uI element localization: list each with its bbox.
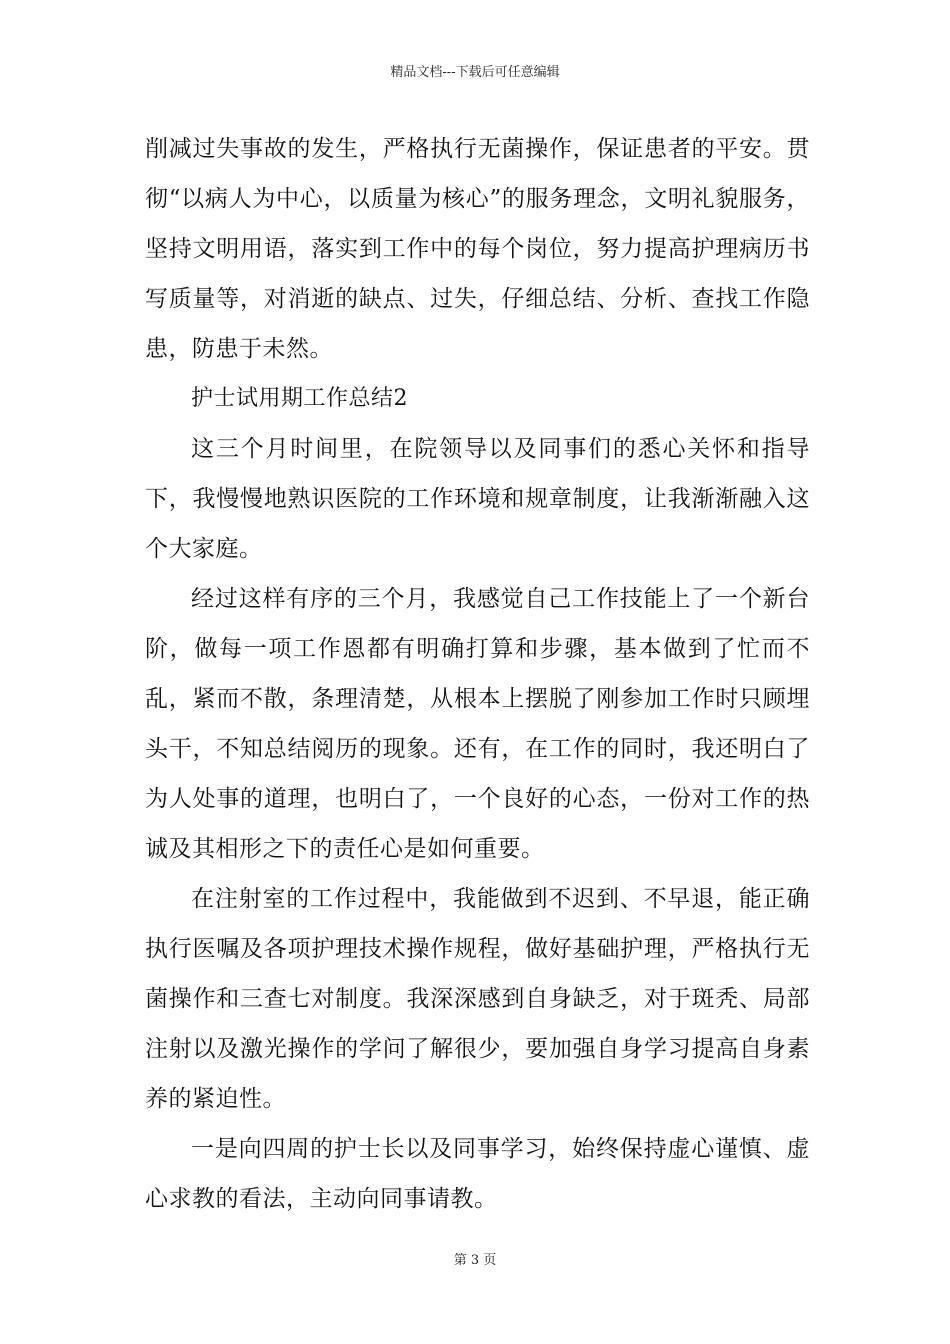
document-body — [145, 124, 810, 1224]
page-number: 第 3 页 — [453, 1253, 497, 1268]
paragraph: 在注射室的工作过程中，我能做到不迟到、不早退，能正确执行医嘱及各项护理技术操作规程，做好基础护理，严格执行无菌操作和三查七对制度。我深深感到自身缺乏，对于斑秃、局部注射以及激光操作的学问了解很少，要加强自身学习提高自身素养的紧迫性。 — [145, 886, 810, 1112]
section-heading: 护士试用期工作总结2 — [191, 386, 408, 411]
paragraph: 一是向四周的护士长以及同事学习，始终保持虚心谨慎、虚心求教的看法，主动向同事请教。 — [145, 1136, 810, 1212]
paragraph: 这三个月时间里，在院领导以及同事们的悉心关怀和指导下，我慢慢地熟识医院的工作环境和规章制度，让我渐渐融入这个大家庭。 — [145, 436, 810, 562]
paragraph: 经过这样有序的三个月，我感觉自己工作技能上了一个新台阶，做每一项工作恩都有明确打算和步骤，基本做到了忙而不乱，紧而不散，条理清楚，从根本上摆脱了刚参加工作时只顾埋头干，不知总结阅历的现象。还有，在工作的同时，我还明白了为人处事的道理，也明白了，一个良好的心态，一份对工作的热诚及其相形之下的责任心是如何重要。 — [145, 586, 810, 862]
page-header: 精品文档---下载后可任意编辑 — [390, 65, 560, 80]
paragraph-continuation: 削减过失事故的发生，严格执行无菌操作，保证患者的平安。贯彻“以病人为中心，以质量为核心”的服务理念，文明礼貌服务，坚持文明用语，落实到工作中的每个岗位，努力提高护理病历书写质量等，对消逝的缺点、过失，仔细总结、分析、查找工作隐患，防患于未然。 — [145, 136, 810, 362]
